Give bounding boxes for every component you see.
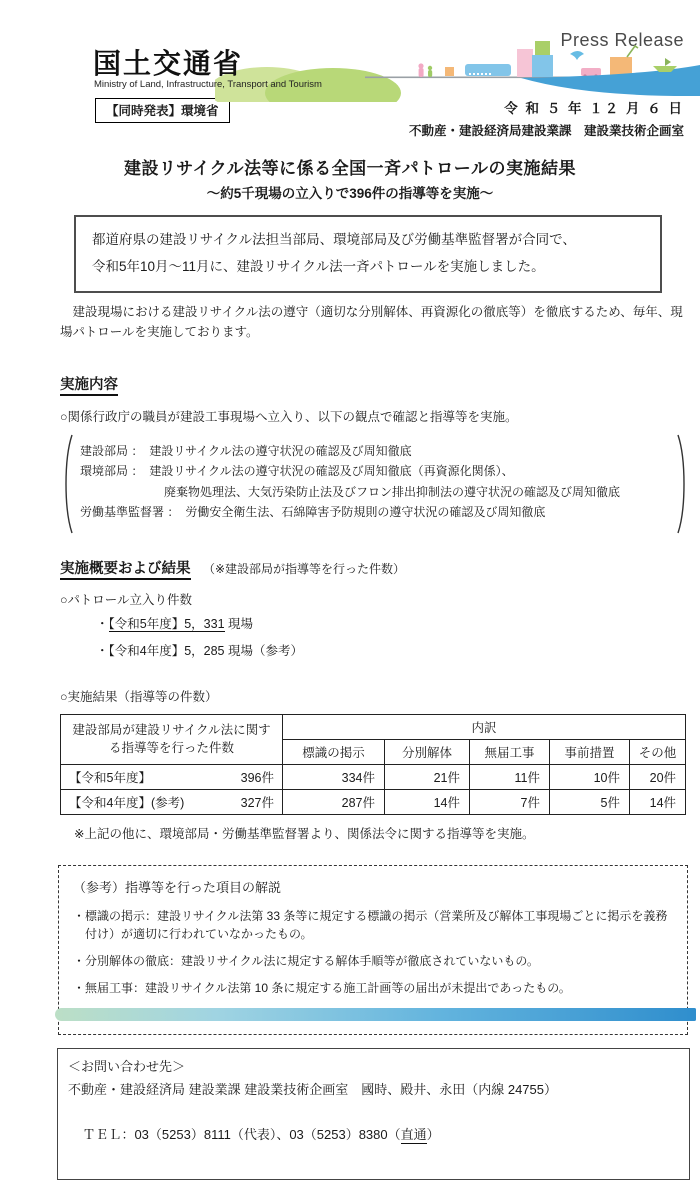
table-subheader-signage: 標識の掲示: [283, 739, 385, 764]
release-date: 令 和 ５ 年 １２ 月 ６ 日: [504, 101, 684, 116]
issuing-department: 不動産・建設経済局建設業課 建設業技術企画室: [408, 124, 684, 138]
cityscape-banner-graphic: [215, 40, 700, 102]
intro-paragraph: 建設現場における建設リサイクル法の遵守（適切な分別解体、再資源化の徹底等）を徹底するため、毎年、現場パトロールを実施しております。: [60, 305, 683, 339]
right-parenthesis: [676, 434, 688, 534]
tel-direct-underlined: 直通: [400, 1127, 427, 1143]
contact-title: ＜お問い合わせ先＞: [68, 1059, 186, 1075]
reference-item-unreported: ・無届工事：建設リサイクル法第 10 条に規定する施工計画等の届出が未提出であったもの。: [73, 981, 571, 996]
table-cell: 5件: [550, 789, 630, 814]
table-subheader-demolition: 分別解体: [385, 739, 470, 764]
reference-item-signage: ・標識の掲示：建設リサイクル法第 33 条等に規定する標識の掲示（営業所及び解体工事現場ごとに掲示を義務付け）が適切に行われていなかったもの。: [73, 909, 668, 942]
table-note: ※上記の他に、環境部局・労働基準監督署より、関係法令に関する指導等を実施。: [74, 826, 535, 841]
patrol-count-r5-underlined: 【令和5年度】5，331: [108, 616, 225, 631]
table-cell: 14件: [630, 789, 686, 814]
mlit-logo-text: 国土交通省: [93, 48, 244, 79]
table-subheader-premeasure: 事前措置: [550, 739, 630, 764]
press-release-label: Press Release: [560, 30, 684, 50]
table-row-r5-label: 【令和5年度】 396件: [61, 764, 283, 789]
table-cell: 20件: [630, 764, 686, 789]
reference-box-title: （参考）指導等を行った項目の解説: [73, 879, 282, 895]
reference-item-demolition: ・分別解体の徹底：建設リサイクル法に規定する解体手順等が徹底されていないもの。: [73, 954, 539, 969]
role-line-construction: 建設部局 ： 建設リサイクル法の遵守状況の確認及び周知徹底: [80, 444, 412, 458]
patrol-count-heading: ○パトロール立入り件数: [60, 592, 193, 607]
role-line-labor: 労働基準監督署 ： 労働安全衛生法、石綿障害予防規則の遵守状況の確認及び周知徹底: [80, 505, 546, 520]
date-block: [409, 97, 684, 139]
document-title: 建設リサイクル法等に係る全国一斉パトロールの実施結果: [124, 159, 576, 178]
press-release-header: [0, 0, 700, 148]
co-release-badge: 【同時発表】環境省: [95, 98, 230, 123]
document-subtitle: ～約5千現場の立入りで396件の指導等を実施～: [206, 186, 494, 201]
contact-department-line: 不動産・建設経済局 建設業課 建設業技術企画室 國時、殿井、永田（内線 24755）: [68, 1081, 557, 1097]
small-building: [445, 67, 454, 76]
contact-tel-line: ＴＥＬ：03（5253）8111（代表）、03（5253）8380（直通）: [82, 1127, 440, 1143]
table-row-r4-label: 【令和4年度】(参考) 327件: [61, 789, 283, 814]
summary-line-1: 都道府県の建設リサイクル法担当部局、環境部局及び労働基準監督署が合同で、: [92, 232, 576, 247]
table-col1-header: 建設部局が建設リサイクル法に関する指導等を行った件数: [61, 714, 283, 764]
department-roles-box: [62, 434, 688, 531]
section-heading-implementation: 実施内容: [60, 373, 118, 394]
people-icons: [418, 63, 432, 77]
results-heading-row: [60, 557, 700, 578]
table-cell: 14件: [385, 789, 470, 814]
train-icon: [465, 64, 511, 76]
patrol-count-r5: ・【令和5年度】5，331 現場: [96, 616, 254, 631]
bird-icon: [570, 51, 584, 60]
table-cell: 334件: [283, 764, 385, 789]
implementation-lead: ○関係行政庁の職員が建設工事現場へ立入り、以下の観点で確認と指導等を実施。: [60, 410, 518, 424]
results-heading-note: （※建設部局が指導等を行った件数）: [202, 561, 406, 576]
table-cell: 21件: [385, 764, 470, 789]
patrol-count-r4: ・【令和4年度】5，285 現場（参考）: [96, 644, 303, 659]
results-count-heading: ○実施結果（指導等の件数）: [60, 689, 218, 704]
section-heading-results: 実施概要および結果: [60, 557, 191, 578]
table-row: [61, 764, 686, 789]
role-line-environment: 環境部局 ： 建設リサイクル法の遵守状況の確認及び周知徹底（再資源化関係）、: [80, 464, 514, 479]
buildings-graphic: [517, 41, 553, 77]
footer-gradient-bar: [55, 1008, 696, 1021]
crane-building-graphic: [610, 46, 638, 77]
table-cell: 11件: [470, 764, 550, 789]
mlit-logo-subtext: Ministry of Land, Infrastructure, Transport and Tourism: [94, 79, 322, 90]
summary-box: [74, 215, 662, 293]
table-subheader-unreported: 無届工事: [470, 739, 550, 764]
table-subheader-other: その他: [630, 739, 686, 764]
table-breakdown-header: 内訳: [283, 714, 686, 739]
summary-line-2: 令和5年10月～11月に、建設リサイクル法一斉パトロールを実施しました。: [92, 259, 545, 274]
table-row: [61, 789, 686, 814]
table-cell: 7件: [470, 789, 550, 814]
table-cell: 10件: [550, 764, 630, 789]
left-parenthesis: [62, 434, 74, 534]
guidance-results-table: [60, 714, 686, 815]
table-cell: 287件: [283, 789, 385, 814]
contact-box: [57, 1048, 690, 1180]
role-line-environment-cont: 廃棄物処理法、大気汚染防止法及びフロン排出抑制法の遵守状況の確認及び周知徹底: [80, 484, 621, 499]
